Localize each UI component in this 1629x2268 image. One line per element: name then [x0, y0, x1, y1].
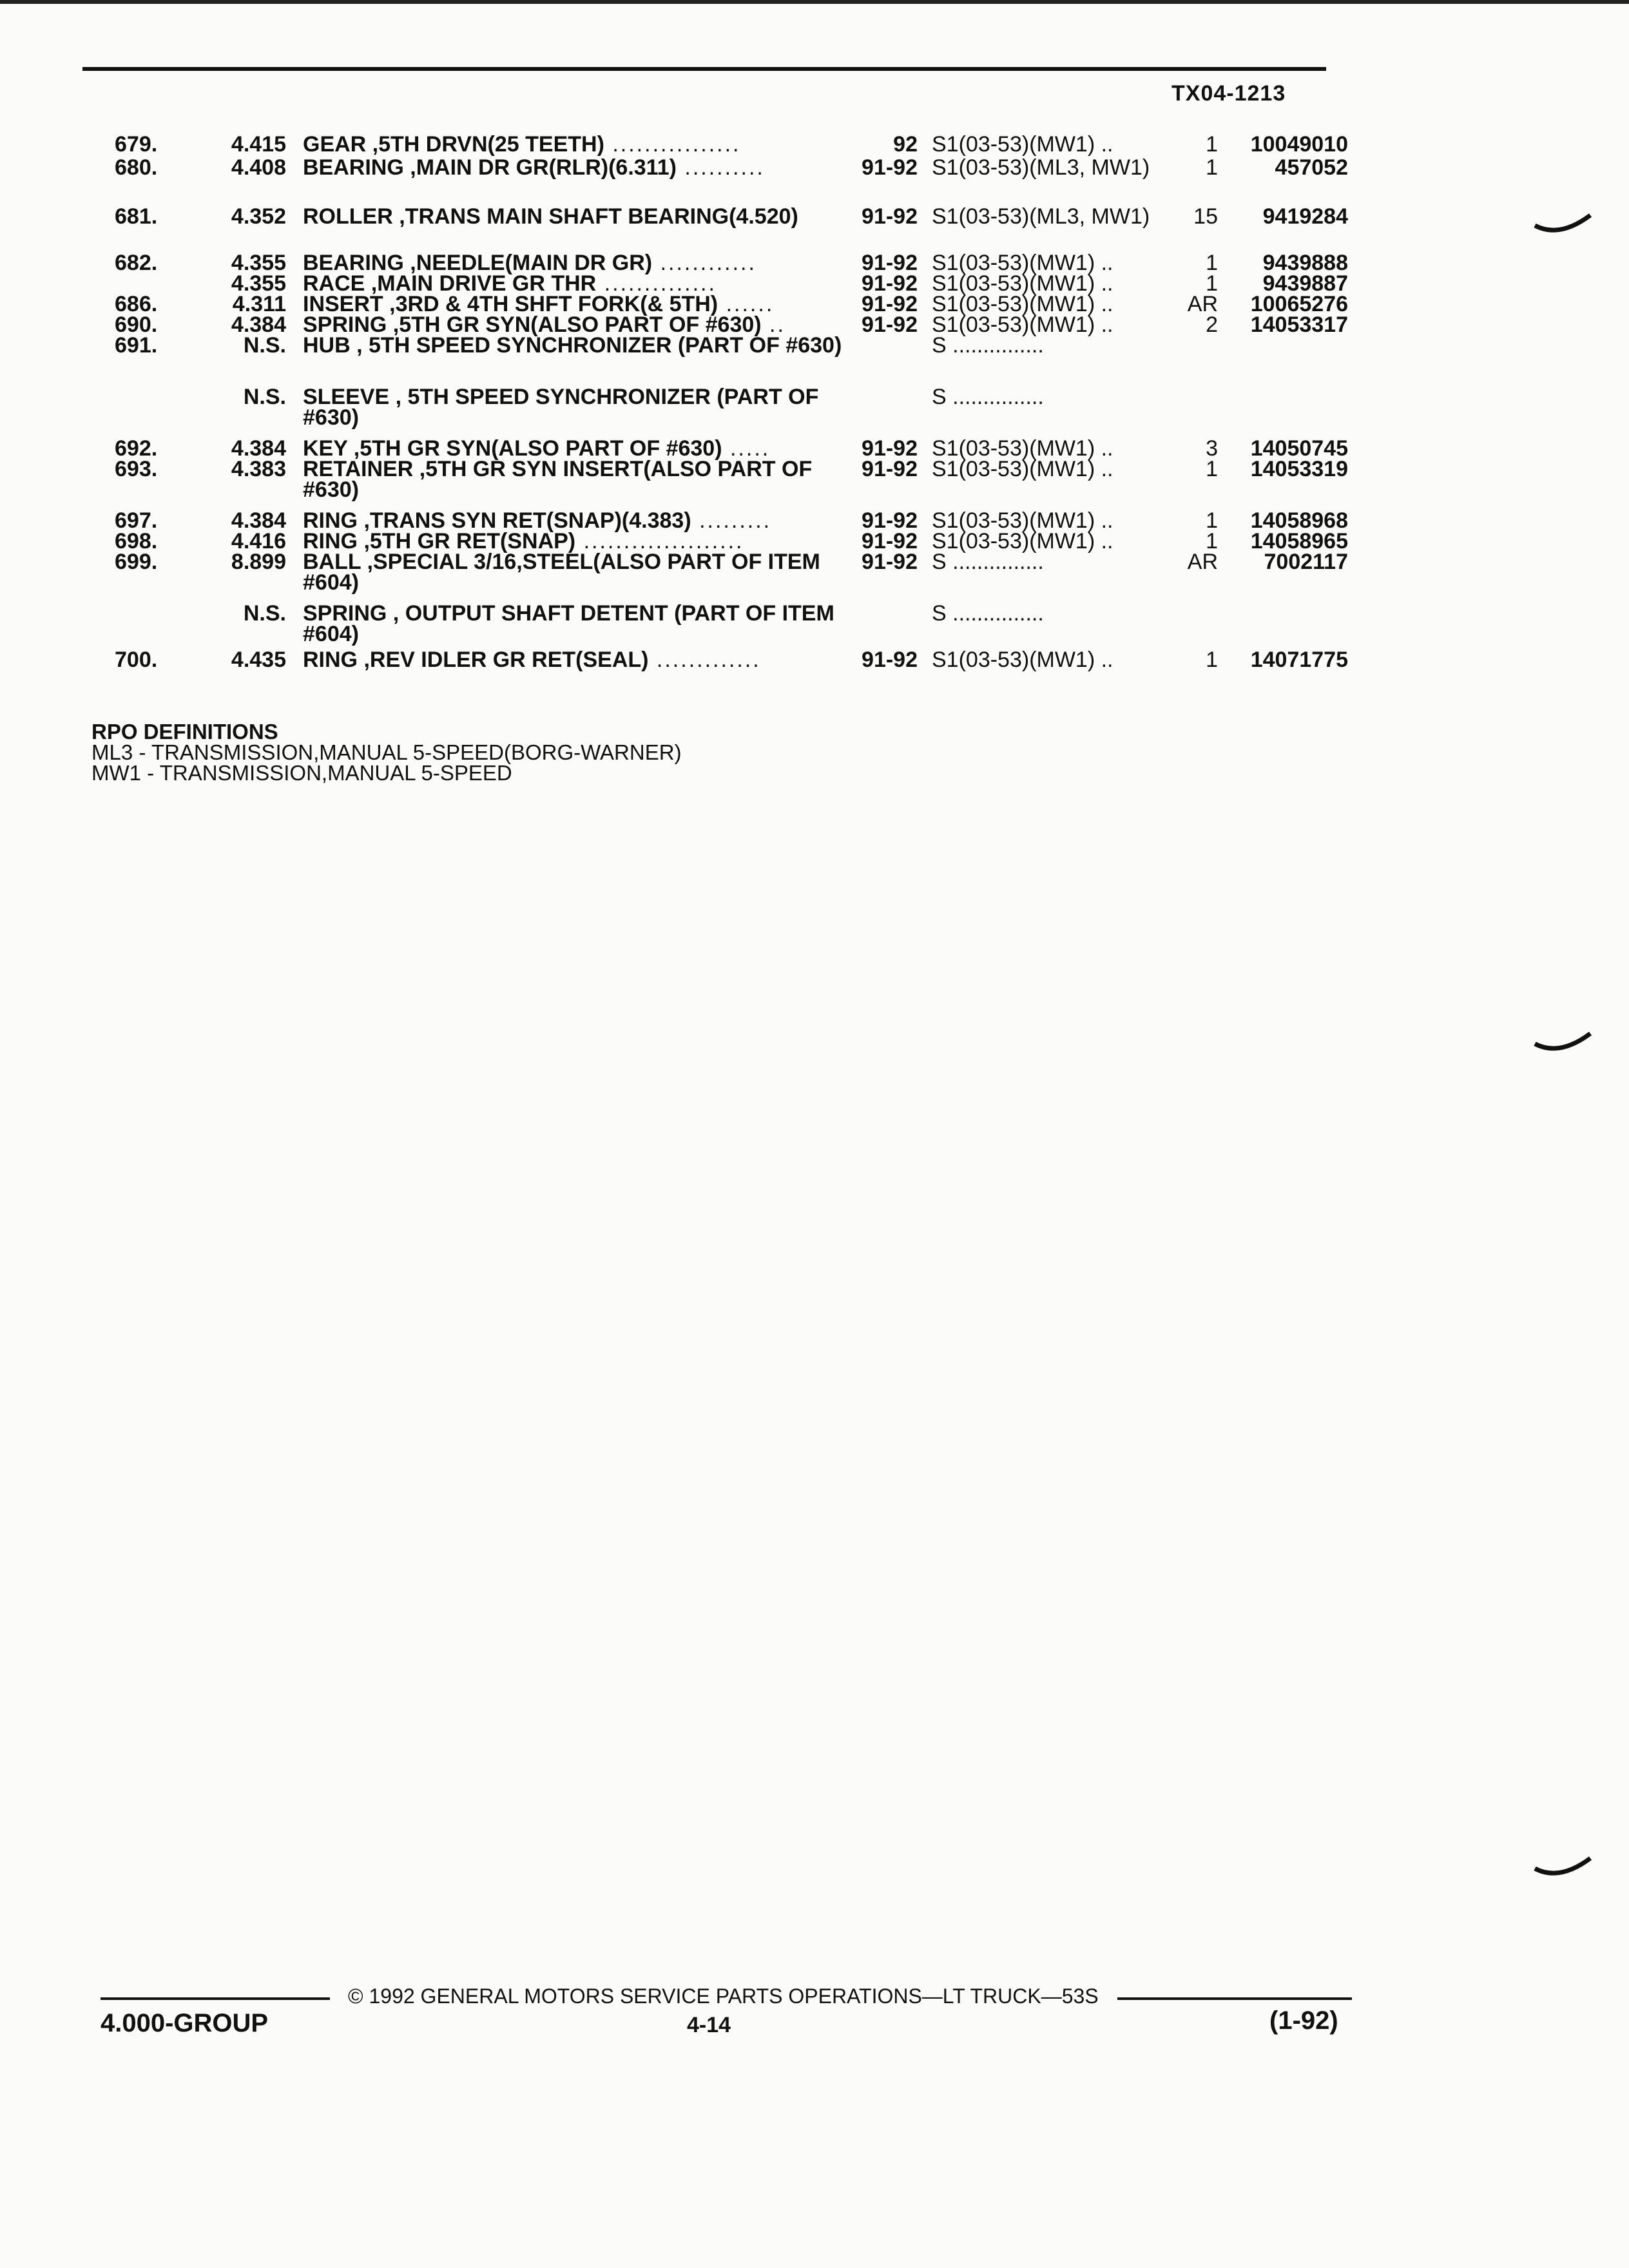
description [303, 510, 844, 531]
part-detail: ,TRANS MAIN SHAFT BEARING(4.520) [392, 204, 798, 229]
item-number: 692. [115, 436, 158, 461]
quantity: 1 [1206, 508, 1218, 533]
binder-hole-mark-2 [1534, 1031, 1592, 1057]
part-number: 14053319 [1250, 457, 1348, 481]
part-number: 9439888 [1262, 251, 1348, 275]
usage-code: S1(03-53)(MW1) .. [932, 271, 1113, 296]
part-number: 7002117 [1264, 550, 1348, 574]
description [303, 134, 844, 155]
leader-dots: ...... [718, 292, 775, 316]
part-detail: ,5TH GR SYN(ALSO PART OF #630) [347, 436, 722, 461]
part-name: RING [303, 648, 358, 672]
description [303, 253, 844, 273]
model-years: 91-92 [862, 508, 918, 533]
header-code: TX04-1213 [1171, 81, 1286, 106]
quantity: 1 [1206, 648, 1218, 672]
group-number: 4.408 [231, 155, 286, 180]
group-number: 4.384 [231, 312, 286, 337]
group-number: N.S. [243, 385, 286, 409]
quantity: 1 [1206, 457, 1218, 481]
description [303, 273, 844, 294]
description [303, 531, 844, 552]
description [303, 335, 844, 356]
part-detail: ,NEEDLE(MAIN DR GR) [403, 251, 653, 275]
item-number: 698. [115, 529, 158, 553]
usage-code: S1(03-53)(MW1) .. [932, 457, 1113, 481]
part-name: SPRING [303, 312, 387, 337]
group-number: 4.416 [231, 529, 286, 553]
description [303, 552, 844, 593]
leader-dots: .............. [596, 271, 717, 296]
quantity: 1 [1206, 132, 1218, 157]
item-number: 697. [115, 508, 158, 533]
description [303, 438, 844, 459]
footer-copyright: © 1992 GENERAL MOTORS SERVICE PARTS OPERATIONS—LT TRUCK—53S [348, 1984, 1099, 2008]
part-name: ROLLER [303, 204, 393, 229]
usage-code: S1(03-53)(ML3, MW1) [932, 204, 1150, 229]
usage-code: S1(03-53)(MW1) .. [932, 132, 1113, 157]
group-number: 4.352 [231, 204, 286, 229]
leader-dots: ..... [722, 436, 771, 461]
part-name: KEY [303, 436, 348, 461]
group-number: 4.435 [231, 648, 286, 672]
leader-dots: ............ [652, 251, 757, 275]
part-number: 14071775 [1250, 648, 1348, 672]
header-rule [82, 67, 1326, 71]
item-number: 679. [115, 132, 158, 157]
part-name: BEARING [303, 155, 404, 180]
quantity: 1 [1206, 251, 1218, 275]
usage-code: S ............... [932, 550, 1044, 574]
part-detail: ,REV IDLER GR RET(SEAL) [358, 648, 649, 672]
usage-code: S1(03-53)(MW1) .. [932, 508, 1113, 533]
model-years: 91-92 [862, 251, 918, 275]
part-detail: , 5TH SPEED SYNCHRONIZER (PART OF #630) [303, 385, 819, 430]
page-top-edge [0, 0, 1629, 4]
item-number: 693. [115, 457, 158, 481]
group-number: N.S. [243, 601, 286, 626]
binder-hole-mark-1 [1534, 213, 1592, 238]
part-number: 14058965 [1250, 529, 1348, 553]
quantity: 1 [1206, 155, 1218, 180]
part-name: RING [303, 508, 358, 533]
model-years: 91-92 [862, 292, 918, 316]
item-number: 682. [115, 251, 158, 275]
quantity: 1 [1206, 271, 1218, 296]
group-number: 4.311 [232, 292, 286, 316]
part-name: RETAINER [303, 457, 414, 481]
group-number: 4.384 [231, 508, 286, 533]
group-number: 8.899 [231, 550, 286, 574]
model-years: 91-92 [862, 312, 918, 337]
usage-code: S1(03-53)(MW1) .. [932, 648, 1113, 672]
usage-code: S ............... [932, 385, 1044, 409]
quantity: 3 [1206, 436, 1218, 461]
part-name: INSERT [303, 292, 383, 316]
part-number: 10049010 [1250, 132, 1348, 157]
part-detail: , OUTPUT SHAFT DETENT (PART OF ITEM #604) [303, 601, 834, 646]
usage-code: S1(03-53)(MW1) .. [932, 312, 1113, 337]
part-name: HUB [303, 333, 351, 358]
usage-code: S1(03-53)(MW1) .. [932, 292, 1113, 316]
model-years: 91-92 [862, 550, 918, 574]
usage-code: S1(03-53)(ML3, MW1) [932, 155, 1150, 180]
footer-page-number: 4-14 [687, 2013, 731, 2037]
part-name: RING [303, 529, 358, 553]
group-number: N.S. [243, 333, 286, 358]
item-number: 700. [115, 648, 158, 672]
part-detail: ,5TH GR SYN(ALSO PART OF #630) [387, 312, 762, 337]
rpo-definition-mw1: MW1 - TRANSMISSION,MANUAL 5-SPEED [92, 761, 512, 785]
model-years: 91-92 [862, 155, 918, 180]
item-number: 680. [115, 155, 158, 180]
part-detail: , 5TH SPEED SYNCHRONIZER (PART OF #630) [350, 333, 842, 358]
description [303, 603, 844, 644]
usage-code: S1(03-53)(MW1) .. [932, 251, 1113, 275]
part-number: 14050745 [1250, 436, 1348, 461]
part-name: BALL [303, 550, 361, 574]
model-years: 91-92 [862, 457, 918, 481]
model-years: 91-92 [862, 648, 918, 672]
part-name: SPRING [303, 601, 387, 626]
description [303, 314, 844, 335]
group-number: 4.415 [231, 132, 286, 157]
footer-rule-right [1117, 1997, 1352, 2000]
footer-group-label: 4.000-GROUP [101, 2009, 269, 2037]
quantity: AR [1187, 550, 1218, 574]
part-detail: ,MAIN DR GR(RLR)(6.311) [403, 155, 677, 180]
description [303, 157, 844, 178]
part-name: RACE [303, 271, 365, 296]
usage-code: S1(03-53)(MW1) .. [932, 436, 1113, 461]
leader-dots: .................... [575, 529, 744, 553]
part-detail: ,SPECIAL 3/16,STEEL(ALSO PART OF ITEM #604) [303, 550, 820, 595]
model-years: 92 [893, 132, 918, 157]
part-detail: ,3RD & 4TH SHFT FORK(& 5TH) [383, 292, 718, 316]
model-years: 91-92 [862, 436, 918, 461]
item-number: 699. [115, 550, 158, 574]
leader-dots: .. [761, 312, 786, 337]
rpo-definitions [92, 722, 682, 783]
quantity: 2 [1206, 312, 1218, 337]
part-detail: ,5TH GR RET(SNAP) [358, 529, 576, 553]
part-name: SLEEVE [303, 385, 390, 409]
description [303, 206, 844, 227]
leader-dots: ......... [691, 508, 772, 533]
rpo-definition-ml3: ML3 - TRANSMISSION,MANUAL 5-SPEED(BORG-WARNER) [92, 740, 682, 764]
binder-hole-mark-3 [1534, 1856, 1592, 1881]
group-number: 4.383 [231, 457, 286, 481]
model-years: 91-92 [862, 529, 918, 553]
part-detail: ,MAIN DRIVE GR THR [365, 271, 597, 296]
description [303, 387, 844, 428]
item-number: 681. [115, 204, 158, 229]
item-number: 690. [115, 312, 158, 337]
part-number: 9439887 [1262, 271, 1348, 296]
quantity: AR [1187, 292, 1218, 316]
group-number: 4.355 [231, 271, 286, 296]
part-number: 9419284 [1262, 204, 1348, 229]
item-number: 686. [115, 292, 158, 316]
leader-dots: ............. [648, 648, 761, 672]
quantity: 15 [1193, 204, 1218, 229]
footer-rule-left [101, 1997, 330, 2000]
part-detail: ,5TH GR SYN INSERT(ALSO PART OF #630) [303, 457, 813, 502]
leader-dots: .......... [676, 155, 765, 180]
model-years: 91-92 [862, 271, 918, 296]
leader-dots: ................ [604, 132, 741, 157]
part-number: 14058968 [1250, 508, 1348, 533]
item-number: 691. [115, 333, 158, 358]
usage-code: S ............... [932, 601, 1044, 626]
rpo-title: RPO DEFINITIONS [92, 720, 278, 744]
part-name: BEARING [303, 251, 404, 275]
model-years: 91-92 [862, 204, 918, 229]
part-name: GEAR [303, 132, 367, 157]
description [303, 294, 844, 314]
footer-revision-date: (1-92) [1269, 2006, 1338, 2035]
part-number: 10065276 [1250, 292, 1348, 316]
quantity: 1 [1206, 529, 1218, 553]
part-number: 457052 [1275, 155, 1348, 180]
usage-code: S1(03-53)(MW1) .. [932, 529, 1113, 553]
description [303, 459, 844, 500]
group-number: 4.384 [231, 436, 286, 461]
description [303, 649, 844, 670]
part-detail: ,TRANS SYN RET(SNAP)(4.383) [358, 508, 691, 533]
group-number: 4.355 [231, 251, 286, 275]
usage-code: S ............... [932, 333, 1044, 358]
part-detail: ,5TH DRVN(25 TEETH) [366, 132, 604, 157]
part-number: 14053317 [1250, 312, 1348, 337]
